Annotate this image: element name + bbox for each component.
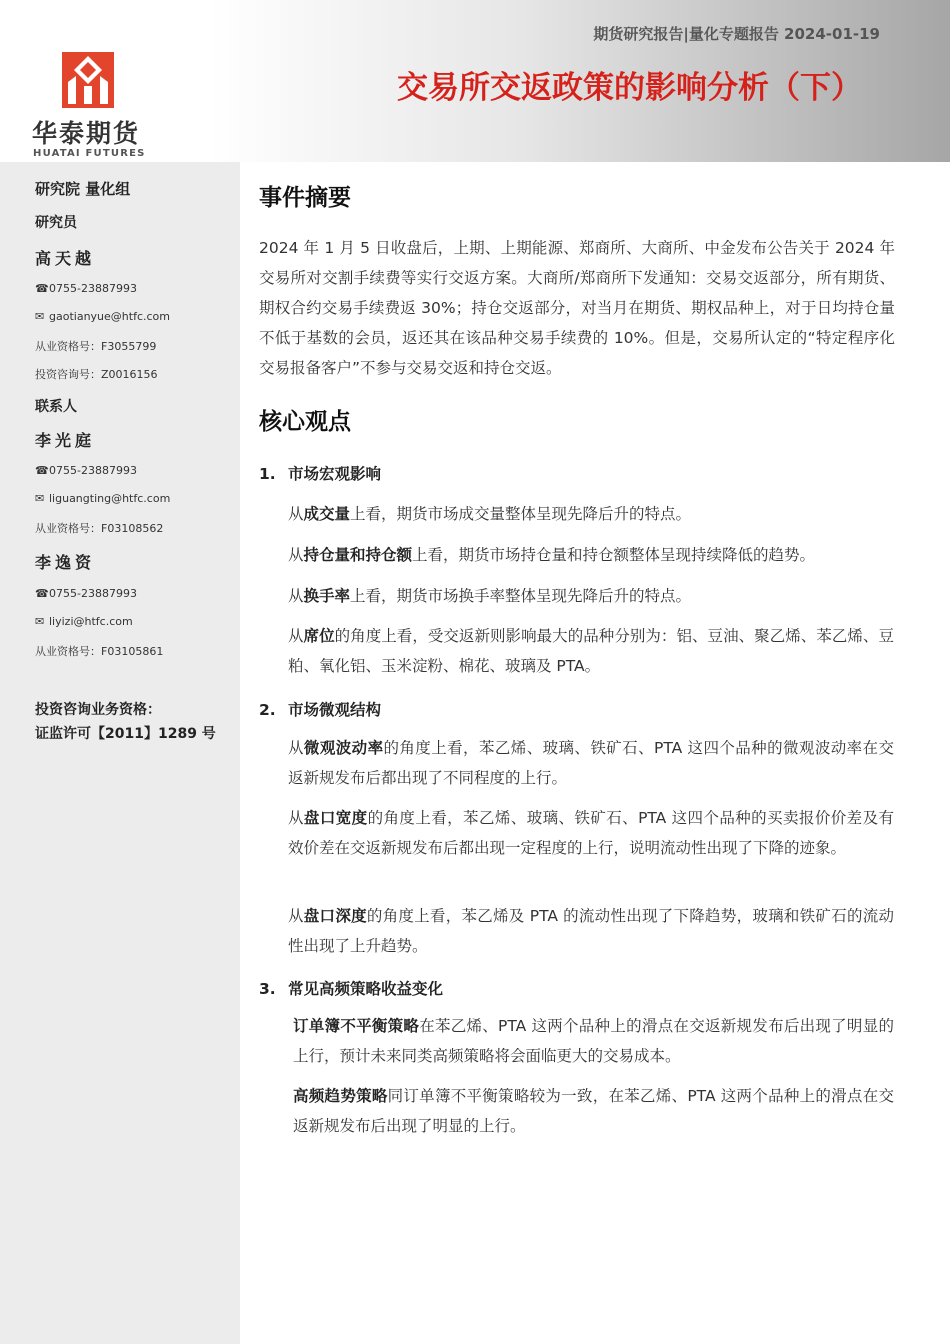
- viewpoint-item: 从盘口宽度的角度上看，苯乙烯、玻璃、铁矿石、PTA 这四个品种的买卖报价价差及有效价差在交返新规发布后都出现一定程度的上行，说明流动性出现了下降的迹象。: [288, 809, 894, 857]
- cert-number: 从业资格号：F3055799: [35, 340, 157, 353]
- report-title: 交易所交返政策的影响分析（下）: [397, 70, 862, 106]
- viewpoint-item: 订单簿不平衡策略在苯乙烯、PTA 这两个品种上的滑点在交返新规发布后出现了明显的上行，预计未来同类高频策略将会面临更大的交易成本。: [293, 1017, 894, 1065]
- section-title: [259, 977, 443, 999]
- section-number: 1.: [259, 465, 276, 483]
- viewpoint-item: 从微观波动率的角度上看，苯乙烯、玻璃、铁矿石、PTA 这四个品种的微观波动率在交返新规发布后都出现了不同程度的上行。: [288, 739, 894, 787]
- brand-name-cn: 华泰期货: [32, 119, 141, 148]
- person-name: 李逸资: [35, 553, 96, 572]
- phone-row: [35, 282, 137, 295]
- section-title-text: 市场宏观影响: [288, 465, 382, 483]
- envelope-icon: ✉: [35, 492, 45, 505]
- phone-number: 0755-23887993: [49, 464, 137, 477]
- envelope-icon: ✉: [35, 615, 45, 628]
- license-value: 证监许可【2011】1289 号: [35, 726, 216, 742]
- phone-number: 0755-23887993: [49, 282, 137, 295]
- cert-number: 从业资格号：F03105861: [35, 645, 164, 658]
- viewpoint-item: 从成交量上看，期货市场成交量整体呈现先降后升的特点。: [288, 505, 692, 523]
- contact-label: 联系人: [35, 399, 77, 415]
- section-title-text: 市场微观结构: [288, 701, 382, 719]
- person-name: 李光庭: [35, 431, 96, 450]
- phone-row: [35, 464, 137, 477]
- core-heading: 核心观点: [259, 409, 351, 435]
- phone-icon: ☎: [35, 464, 49, 477]
- section-title-text: 常见高频策略收益变化: [288, 980, 444, 998]
- viewpoint-item: 从席位的角度上看，受交返新则影响最大的品种分别为：铝、豆油、聚乙烯、苯乙烯、豆粕、氧化铝、玉米淀粉、棉花、玻璃及 PTA。: [288, 627, 894, 675]
- consult-number: 投资咨询号：Z0016156: [35, 368, 158, 381]
- researcher-label: 研究员: [35, 215, 77, 231]
- license-label: 投资咨询业务资格：: [35, 702, 161, 718]
- viewpoint-item: 从盘口深度的角度上看，苯乙烯及 PTA 的流动性出现了下降趋势，玻璃和铁矿石的流动性出现了上升趋势。: [288, 907, 894, 955]
- huatai-logo-icon: [62, 52, 114, 108]
- cert-number: 从业资格号：F03108562: [35, 522, 164, 535]
- summary-heading: 事件摘要: [259, 185, 351, 211]
- envelope-icon: ✉: [35, 310, 45, 323]
- summary-text: 2024 年 1 月 5 日收盘后，上期、上期能源、郑商所、大商所、中金发布公告关于 2024 年交易所对交割手续费等实行交返方案。大商所/郑商所下发通知：交易交返部分，所有期货、期权合约交易手续费返 30%；持仓交返部分，对当月在期货、期权品种上，对于日均持仓量不低于基数的会员，返还其在该品种交易手续费的 10%。但是，交易所认定的“特定程序化交易报备客户”不参与交易交返和持仓交返。: [259, 239, 895, 377]
- email-row[interactable]: [35, 615, 133, 628]
- person-name: 高天越: [35, 249, 96, 268]
- section-title: [259, 462, 381, 484]
- viewpoint-item: 从持仓量和持仓额上看，期货市场持仓量和持仓额整体呈现持续降低的趋势。: [288, 546, 816, 564]
- viewpoint-item: 高频趋势策略同订单簿不平衡策略较为一致，在苯乙烯、PTA 这两个品种上的滑点在交返新规发布后出现了明显的上行。: [293, 1087, 894, 1135]
- phone-icon: ☎: [35, 587, 49, 600]
- brand-name-en: HUATAI FUTURES: [33, 148, 146, 159]
- phone-number: 0755-23887993: [49, 587, 137, 600]
- phone-icon: ☎: [35, 282, 49, 295]
- email-row[interactable]: [35, 310, 170, 323]
- email-address[interactable]: liyizi@htfc.com: [49, 615, 133, 628]
- department: 研究院 量化组: [35, 180, 131, 198]
- email-address[interactable]: liguangting@htfc.com: [49, 492, 171, 505]
- email-row[interactable]: [35, 492, 170, 505]
- report-type: 期货研究报告|量化专题报告 2024-01-19: [593, 25, 880, 43]
- phone-row: [35, 587, 137, 600]
- viewpoint-item: 从换手率上看，期货市场换手率整体呈现先降后升的特点。: [288, 587, 692, 605]
- section-number: 2.: [259, 701, 276, 719]
- section-title: [259, 698, 381, 720]
- section-number: 3.: [259, 980, 276, 998]
- email-address[interactable]: gaotianyue@htfc.com: [49, 310, 170, 323]
